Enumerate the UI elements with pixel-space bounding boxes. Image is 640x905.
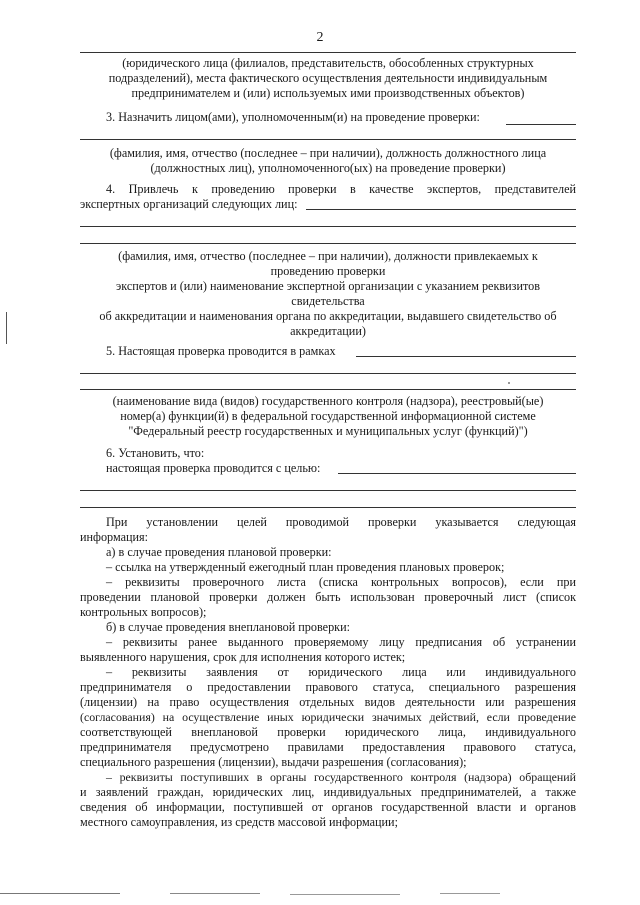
info-line: контрольных вопросов);	[80, 605, 207, 619]
blank-line	[80, 139, 576, 140]
page-number: 2	[316, 30, 324, 45]
info-line: проведении плановой проверки должен быть использован проверочный лист (список	[80, 590, 576, 604]
caption-line: (фамилия, имя, отчество (последнее – при наличии), должность должностного лица	[109, 146, 547, 160]
scan-bottom-line	[170, 893, 260, 894]
blank-line	[80, 52, 576, 53]
section-6-purpose: настоящая проверка проводится с целью:	[106, 461, 321, 475]
info-line: – реквизиты заявления от юридического лица или индивидуального	[106, 665, 576, 679]
section-4-title: 4. Привлечь к проведению проверки в качестве экспертов, представителей	[106, 182, 576, 196]
blank-line	[506, 124, 576, 125]
scan-bottom-line	[440, 893, 500, 894]
blank-line	[80, 243, 576, 244]
caption-line: номер(а) функции(й) в федеральной государственной информационной системе	[120, 409, 536, 423]
info-line: – ссылка на утвержденный ежегодный план проведения плановых проверок;	[106, 560, 505, 574]
info-line: – реквизиты проверочного листа (списка контрольных вопросов), если при	[106, 575, 576, 589]
info-line: соответствующей внеплановой проверки юридического лица, индивидуального	[80, 725, 576, 739]
info-line: местного самоуправления, из средств массовой информации;	[80, 815, 398, 829]
blank-line	[306, 209, 576, 210]
blank-line	[338, 473, 576, 474]
info-line: – реквизиты поступивших в органы государственного контроля (надзора) обращений	[106, 770, 576, 784]
info-line: б) в случае проведения внеплановой проверки:	[106, 620, 351, 634]
caption-line: предпринимателем и (или) используемых ими производственных объектов)	[131, 86, 525, 100]
caption-line: подразделений), места фактического осуществления деятельности индивидуальным	[108, 71, 548, 85]
caption-line: проведению проверки	[270, 264, 386, 278]
caption-line: (юридического лица (филиалов, представительств, обособленных структурных	[122, 56, 534, 70]
info-line: сведения об информации, поступившей от органов государственной власти и органов	[80, 800, 576, 814]
blank-line	[80, 507, 576, 508]
blank-line	[80, 226, 576, 227]
scan-bottom-line	[0, 893, 120, 894]
blank-line	[80, 490, 576, 491]
info-line: (согласования) на осуществление иных юридически значимых действий, если проведение	[80, 710, 576, 724]
caption-line: (наименование вида (видов) государственного контроля (надзора), реестровый(ые)	[112, 394, 544, 408]
info-line: и заявлений граждан, юридических лиц, индивидуальных предпринимателей, а также	[80, 785, 576, 799]
section-6-title: 6. Установить, что:	[106, 446, 205, 460]
info-line: предпринимателя предусмотрено правилами предоставления правового статуса,	[80, 740, 576, 754]
info-line: – реквизиты ранее выданного проверяемому лицу предписания об устранении	[106, 635, 576, 649]
scan-margin-mark	[6, 312, 7, 344]
caption-line: экспертов и (или) наименование экспертной организации с указанием реквизитов	[115, 279, 541, 293]
caption-line: (должностных лиц), уполномоченного(ых) на проведение проверки)	[150, 161, 506, 175]
info-line: выявленного нарушения, срок для исполнения которого истек;	[80, 650, 406, 664]
info-line: информация:	[80, 530, 149, 544]
section-5-title: 5. Настоящая проверка проводится в рамках	[106, 344, 336, 358]
blank-line	[80, 373, 576, 374]
section-3-title: 3. Назначить лицом(ами), уполномоченным(и) на проведение проверки:	[106, 110, 480, 124]
caption-line: аккредитации)	[290, 324, 366, 338]
scan-bottom-line	[290, 894, 400, 895]
scan-speck	[508, 382, 510, 384]
info-line: специального разрешения (лицензии), выдачи разрешения (согласования);	[80, 755, 467, 769]
info-line: а) в случае проведения плановой проверки:	[106, 545, 332, 559]
info-line: При установлении целей проводимой проверки указывается следующая	[106, 515, 576, 529]
caption-line: "Федеральный реестр государственных и муниципальных услуг (функций)")	[128, 424, 528, 438]
blank-line	[80, 389, 576, 390]
info-line: предпринимателя о предоставлении правового статуса, специального разрешения	[80, 680, 576, 694]
caption-line: (фамилия, имя, отчество (последнее – при наличии), должности привлекаемых к	[118, 249, 538, 263]
info-line: (лицензии) на право осуществления отдельных видов деятельности или разрешения	[80, 695, 576, 709]
section-4-title-cont: экспертных организаций следующих лиц:	[80, 197, 298, 211]
caption-line: об аккредитации и наименования органа по аккредитации, выдавшего свидетельство об	[99, 309, 557, 323]
blank-line	[356, 356, 576, 357]
caption-line: свидетельства	[291, 294, 365, 308]
